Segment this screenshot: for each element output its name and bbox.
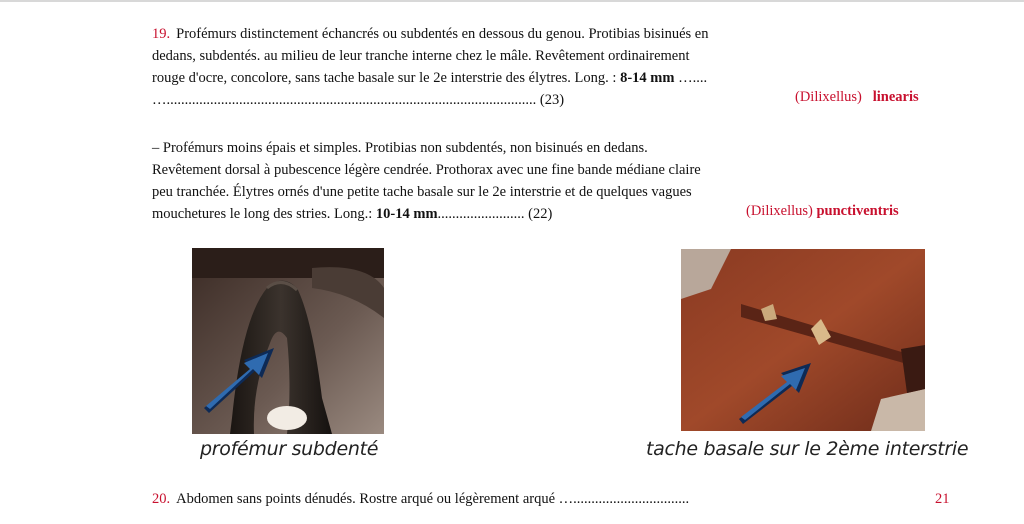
alt-line-4 bbox=[152, 203, 792, 225]
couplet-text: Profémurs distinctement échancrés ou subdentés en dessous du genou. Protibias bisinués en bbox=[176, 26, 709, 42]
alt-line-2: Revêtement dorsal à pubescence légère cendrée. Prothorax avec une fine bande médiane claire bbox=[152, 162, 701, 178]
leader-dots: ….... bbox=[674, 70, 708, 86]
genus-label: (Dilixellus) bbox=[795, 89, 862, 105]
profemur-photo bbox=[192, 248, 384, 434]
taxon-punctiventris bbox=[746, 203, 899, 220]
left-photo-caption: profémur subdenté bbox=[200, 438, 379, 460]
species-label: linearis bbox=[872, 89, 919, 105]
couplet-text: rouge d'ocre, concolore, sans tache basale sur le 2e interstrie des élytres. Long. : bbox=[152, 70, 621, 86]
taxon-linearis bbox=[795, 89, 919, 106]
couplet-19-alternative bbox=[152, 137, 792, 225]
couplet-19 bbox=[152, 23, 792, 111]
leader-dots: ........................ (22) bbox=[437, 206, 553, 222]
page-top-border bbox=[0, 0, 1024, 2]
right-photo-caption: tache basale sur le 2ème interstrie bbox=[646, 438, 969, 460]
genus-label: (Dilixellus) bbox=[746, 203, 813, 219]
alt-line-1: – Profémurs moins épais et simples. Protibias non subdentés, non bisinués en dedans. bbox=[152, 140, 648, 156]
couplet-text: Abdomen sans points dénudés. Rostre arqué ou légèrement arqué …................................ bbox=[176, 491, 690, 507]
elytra-photo bbox=[681, 249, 925, 431]
couplet-19-line-4: …...................................................................................................... (23) bbox=[152, 92, 565, 108]
alt-line-3: peu tranchée. Élytres ornés d'une petite tache basale sur le 2e interstrie et de quelques vagues bbox=[152, 184, 692, 200]
species-label: punctiventris bbox=[816, 203, 899, 219]
couplet-text: mouchetures le long des stries. Long.: bbox=[152, 206, 376, 222]
couplet-20 bbox=[152, 488, 792, 510]
couplet-19-line-2: dedans, subdentés. au milieu de leur tranche interne chez le mâle. Revêtement ordinairement bbox=[152, 48, 690, 64]
length-value: 8-14 mm bbox=[620, 70, 675, 86]
couplet-20-line-1 bbox=[152, 488, 792, 510]
length-value: 10-14 mm bbox=[375, 206, 438, 222]
couplet-20-goto: 21 bbox=[935, 491, 950, 507]
couplet-19-line-3 bbox=[152, 67, 792, 89]
couplet-number: 19. bbox=[152, 26, 171, 42]
couplet-number: 20. bbox=[152, 491, 171, 507]
couplet-19-line-1 bbox=[152, 23, 792, 45]
